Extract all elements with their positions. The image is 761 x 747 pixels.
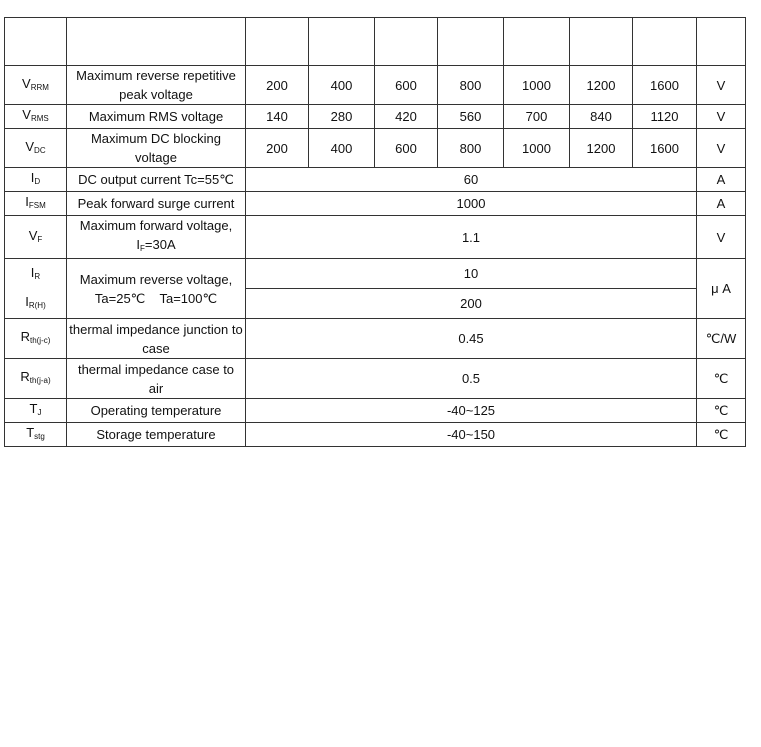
symbol-subscript: DC [34, 145, 46, 155]
definition-cell: Maximum forward voltage, $I_F=30A$ [67, 216, 246, 259]
definition-cell: Maximum RMS voltage [67, 105, 246, 129]
value-cell: 800 [438, 66, 504, 105]
symbol-letter: V [25, 138, 35, 154]
symbol-cell [5, 192, 67, 216]
unit-cell: V [697, 66, 746, 105]
header-model [375, 18, 438, 66]
symbol-letter: V [22, 75, 31, 91]
spec-table [4, 17, 746, 447]
definition-cell: thermal impedance junction to case [67, 319, 246, 359]
definition-cell: Storage temperature [67, 423, 246, 447]
symbol-cell [5, 105, 67, 129]
value-cell: 1000 [504, 129, 570, 168]
value-cell: 200 [246, 66, 309, 105]
symbol-cell: $I_R$ $I_{R(H)}$ [5, 259, 67, 319]
definition-cell: Maximum reverse voltage, Ta=25℃ Ta=100℃ [67, 259, 246, 319]
table-row [5, 359, 746, 399]
header-model [309, 18, 375, 66]
header-model [438, 18, 504, 66]
definition-cell: thermal impedance case to air [67, 359, 246, 399]
value-cell: 1600 [633, 129, 697, 168]
header-symbol [5, 18, 67, 66]
table-row [5, 319, 746, 359]
table-row [5, 216, 746, 259]
unit-cell: ℃ [697, 423, 746, 447]
value-cell: 1120 [633, 105, 697, 129]
definition-cell: Maximum reverse repetitive peak voltage [67, 66, 246, 105]
table-row [5, 399, 746, 423]
symbol-cell [5, 168, 67, 192]
value-cell: 0.5 [246, 359, 697, 399]
table-row [5, 192, 746, 216]
symbol-cell [5, 129, 67, 168]
symbol-subscript: D [34, 177, 41, 186]
unit-cell: V [697, 216, 746, 259]
symbol-letter: T [29, 401, 38, 416]
symbol-cell [5, 359, 67, 399]
value-cell: 0.45 [246, 319, 697, 359]
value-cell: 140 [246, 105, 309, 129]
value-cell: 600 [375, 66, 438, 105]
value-cell: 600 [375, 129, 438, 168]
symbol-letter: V [28, 227, 38, 243]
definition-cell: DC output current Tc=55℃ [67, 168, 246, 192]
unit-cell: V [697, 129, 746, 168]
symbol-letter: V [22, 107, 31, 122]
symbol-letter: T [26, 425, 35, 440]
header-model [246, 18, 309, 66]
header-model [570, 18, 633, 66]
table-row [5, 423, 746, 447]
table-row [5, 129, 746, 168]
value-cell: 700 [504, 105, 570, 129]
unit-cell: A [697, 168, 746, 192]
symbol-cell [5, 319, 67, 359]
value-cell: 200 [246, 129, 309, 168]
symbol-cell [5, 399, 67, 423]
value-cell: 800 [438, 129, 504, 168]
header-definition [67, 18, 246, 66]
header-row [5, 18, 746, 66]
symbol-subscript: RRM [30, 82, 49, 92]
symbol-cell [5, 423, 67, 447]
unit-cell: A [697, 192, 746, 216]
value-cell: 400 [309, 66, 375, 105]
definition-cell: Peak forward surge current [67, 192, 246, 216]
header-model [504, 18, 570, 66]
symbol-subscript: th(j-a) [29, 376, 51, 385]
symbol-letter: I [30, 170, 35, 185]
unit-cell: ℃/W [697, 319, 746, 359]
value-cell: 840 [570, 105, 633, 129]
value-cell: 420 [375, 105, 438, 129]
value-cell: -40~125 [246, 399, 697, 423]
symbol-subscript: stg [34, 432, 45, 441]
value-cell: 1000 [504, 66, 570, 105]
table-row [5, 168, 746, 192]
value-cell: 560 [438, 105, 504, 129]
unit-cell: ℃ [697, 399, 746, 423]
value-cell: 60 [246, 168, 697, 192]
value-cell: 1.1 [246, 216, 697, 259]
unit-cell: ℃ [697, 359, 746, 399]
value-cell: -40~150 [246, 423, 697, 447]
symbol-cell [5, 66, 67, 105]
unit-cell: μ A [697, 259, 746, 319]
table-row [5, 105, 746, 129]
symbol-subscript: th(j-c) [29, 336, 51, 345]
value-cell: 280 [309, 105, 375, 129]
symbol-letter: R [20, 329, 30, 344]
table-row [5, 259, 746, 289]
value-cell: 10 [246, 259, 697, 289]
value-cell: 1200 [570, 66, 633, 105]
value-cell: 1600 [633, 66, 697, 105]
value-cell: 200 [246, 289, 697, 319]
symbol-cell [5, 216, 67, 259]
definition-cell: Maximum DC blocking voltage [67, 129, 246, 168]
symbol-subscript: FSM [28, 201, 46, 210]
symbol-letter: R [20, 369, 30, 384]
value-cell: 1000 [246, 192, 697, 216]
symbol-subscript: J [37, 408, 42, 417]
value-cell: 1200 [570, 129, 633, 168]
table-row [5, 66, 746, 105]
symbol-letter: I [25, 194, 29, 209]
header-unit [697, 18, 746, 66]
symbol-subscript: RMS [30, 114, 49, 123]
symbol-subscript: F [37, 234, 43, 244]
unit-cell: V [697, 105, 746, 129]
header-model [633, 18, 697, 66]
definition-cell: Operating temperature [67, 399, 246, 423]
value-cell: 400 [309, 129, 375, 168]
